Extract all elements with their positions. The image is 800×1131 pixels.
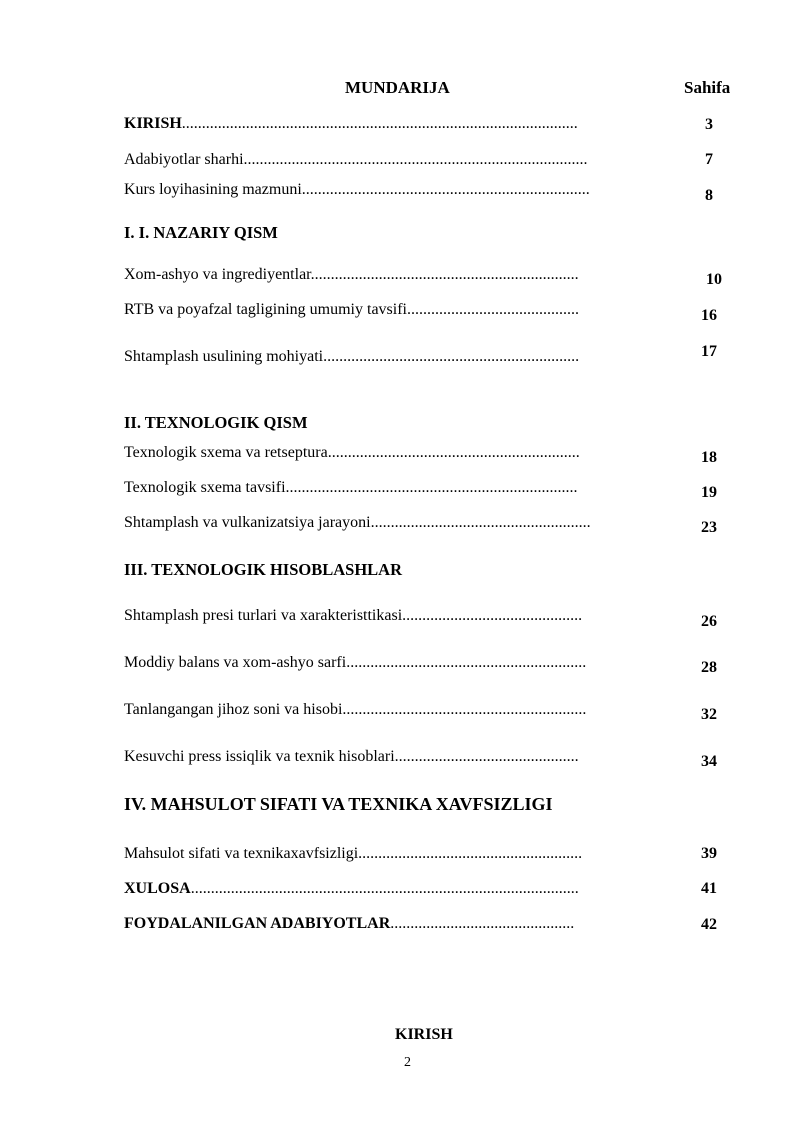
toc-entry <box>124 915 574 933</box>
toc-page-number: 3 <box>705 116 713 133</box>
toc-entry-title: Kesuvchi press issiqlik va texnik hisoblari <box>124 748 395 765</box>
toc-entry-title: Kurs loyihasining mazmuni <box>124 181 302 198</box>
toc-page-number: 19 <box>701 484 717 501</box>
toc-page-number: 39 <box>701 845 717 862</box>
toc-page-number: 34 <box>701 753 717 770</box>
next-page-heading: KIRISH <box>395 1026 453 1043</box>
toc-entry <box>124 301 579 319</box>
toc-page-number: 17 <box>701 343 717 360</box>
toc-page-number: 42 <box>701 916 717 933</box>
toc-entry <box>124 845 582 863</box>
toc-entry-title: Tanlangangan jihoz soni va hisobi <box>124 701 343 718</box>
toc-entry <box>124 151 588 169</box>
toc-leader-dots: ........................................................ <box>358 845 583 862</box>
toc-entry-title: Shtamplash usulining mohiyati <box>124 348 324 365</box>
toc-entry-title: Texnologik sxema tavsifi <box>124 479 286 496</box>
page-number: 2 <box>404 1055 411 1070</box>
page-column-header: Sahifa <box>684 78 731 97</box>
toc-entry-title: FOYDALANILGAN ADABIYOTLAR <box>124 915 391 932</box>
toc-entry <box>124 348 579 366</box>
toc-entry-title: KIRISH <box>124 115 182 132</box>
section-heading: IV. MAHSULOT SIFATI VA TEXNIKA XAVFSIZLIGI <box>124 794 553 814</box>
toc-entry <box>124 444 580 462</box>
toc-page-number: 18 <box>701 449 717 466</box>
toc-leader-dots: ................................................................... <box>310 266 579 283</box>
toc-entry-title: XULOSA <box>124 880 191 897</box>
toc-leader-dots: ................................................................ <box>323 348 580 365</box>
toc-entry <box>124 181 590 199</box>
toc-leader-dots: .............................................. <box>390 915 575 932</box>
toc-page-number: 32 <box>701 706 717 723</box>
toc-entry <box>124 748 579 766</box>
toc-leader-dots: ...................................................................................... <box>243 151 588 168</box>
toc-page-number: 10 <box>706 271 722 288</box>
section-heading: II. TEXNOLOGIK QISM <box>124 413 308 432</box>
toc-entry-title: Shtamplash va vulkanizatsiya jarayoni <box>124 514 371 531</box>
toc-entry <box>124 514 591 532</box>
toc-leader-dots: .............................................. <box>394 748 579 765</box>
toc-entry <box>124 115 578 133</box>
toc-leader-dots: ......................................................................... <box>285 479 578 496</box>
toc-entry-title: Xom-ashyo va ingrediyentlar <box>124 266 311 283</box>
toc-entry <box>124 479 578 497</box>
toc-leader-dots: ................................................................................................... <box>181 115 578 132</box>
section-heading: I. I. NAZARIY QISM <box>124 223 278 242</box>
section-heading: III. TEXNOLOGIK HISOBLASHLAR <box>124 560 402 579</box>
toc-entry-title: Mahsulot sifati va texnikaxavfsizligi <box>124 845 359 862</box>
toc-entry-title: Adabiyotlar sharhi <box>124 151 244 168</box>
toc-page-number: 28 <box>701 659 717 676</box>
toc-leader-dots: ....................................................... <box>370 514 591 531</box>
toc-entry <box>124 880 579 898</box>
toc-entry-title: Texnologik sxema va retseptura <box>124 444 328 461</box>
toc-leader-dots: ........................................................................ <box>301 181 590 198</box>
toc-title: MUNDARIJA <box>345 78 450 97</box>
toc-leader-dots: ................................................................................................. <box>190 880 579 897</box>
toc-entry-title: Moddiy balans va xom-ashyo sarfi <box>124 654 347 671</box>
toc-entry-title: RTB va poyafzal tagligining umumiy tavsifi <box>124 301 407 318</box>
toc-page-number: 23 <box>701 519 717 536</box>
toc-leader-dots: ............................................. <box>402 607 583 624</box>
toc-leader-dots: ........................................... <box>407 301 579 318</box>
toc-leader-dots: ............................................................. <box>342 701 587 718</box>
toc-entry <box>124 701 586 719</box>
toc-page-number: 7 <box>705 151 713 168</box>
toc-page-number: 8 <box>705 187 713 204</box>
toc-leader-dots: ............................................................... <box>327 444 580 461</box>
toc-page-number: 41 <box>701 880 717 897</box>
toc-entry-title: Shtamplash presi turlari va xarakteristtikasi <box>124 607 403 624</box>
toc-page-number: 26 <box>701 613 717 630</box>
toc-leader-dots: ............................................................ <box>346 654 587 671</box>
toc-entry <box>124 654 586 672</box>
toc-entry <box>124 266 579 284</box>
toc-page-number: 16 <box>701 307 717 324</box>
toc-entry <box>124 607 582 625</box>
